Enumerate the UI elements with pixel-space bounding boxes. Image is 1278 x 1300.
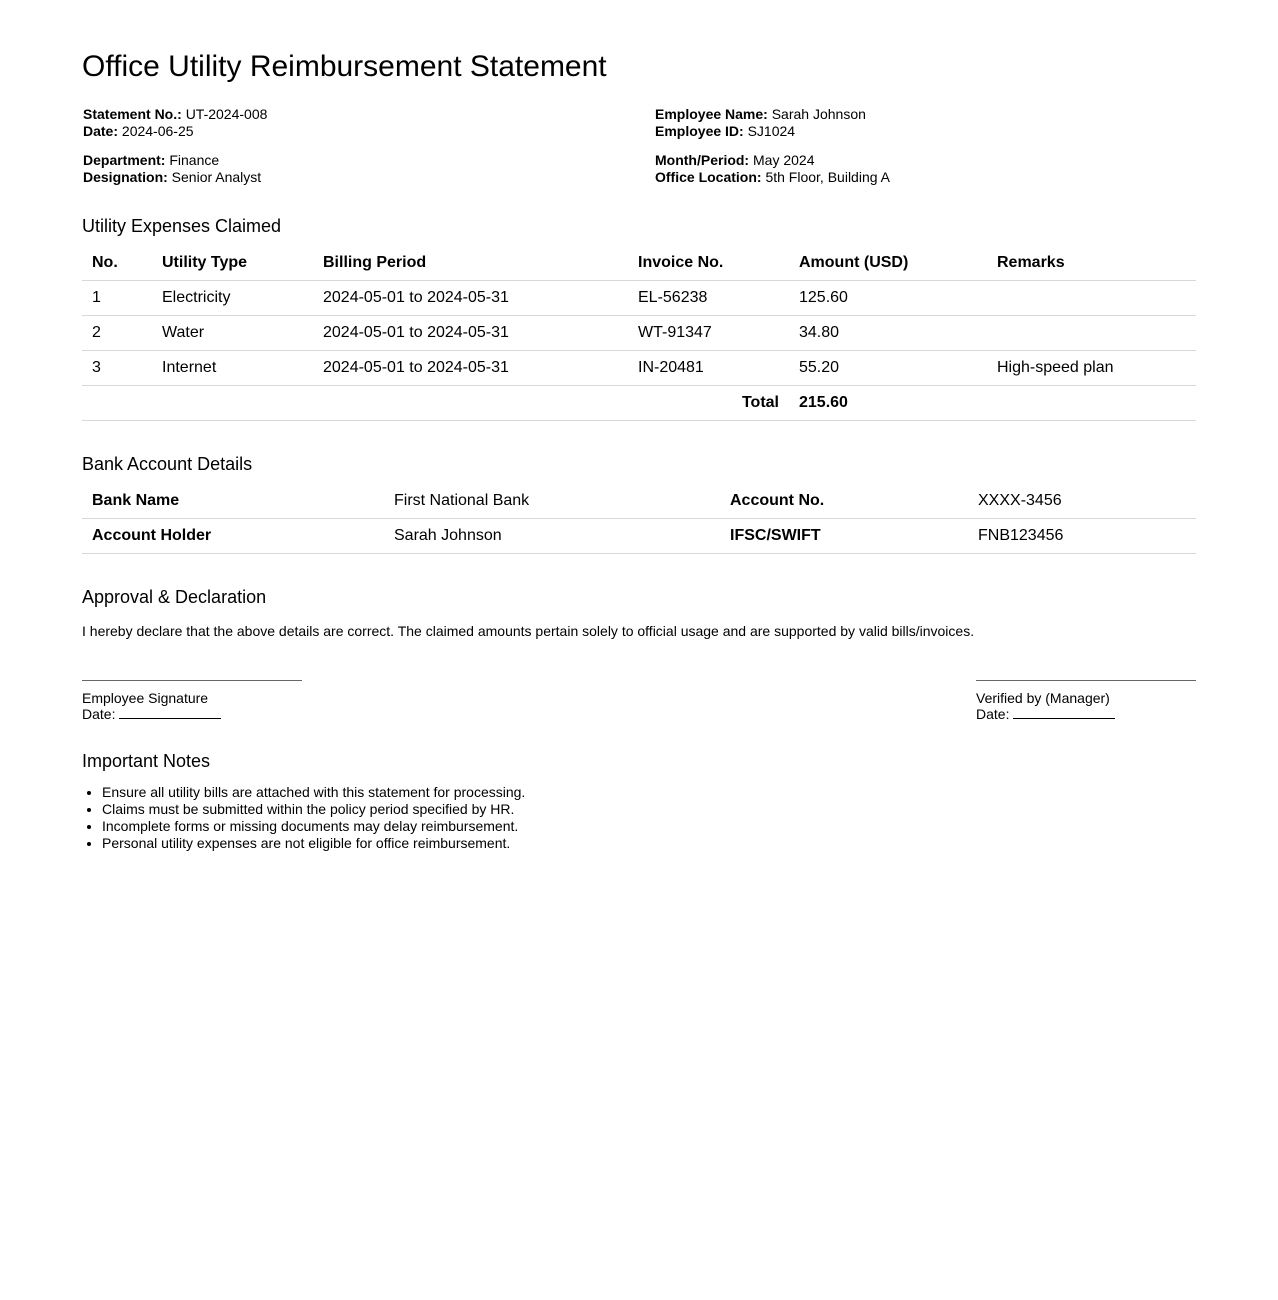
expenses-table	[82, 246, 1196, 421]
holder-label: Account Holder	[82, 519, 384, 554]
department-value: Finance	[169, 152, 220, 168]
row-period: 2024-05-01 to 2024-05-31	[313, 316, 628, 351]
total-value: 215.60	[789, 386, 987, 421]
account-no-value: XXXX-3456	[968, 484, 1196, 519]
col-invoice-no: Invoice No.	[628, 246, 789, 281]
employee-id-value: SJ1024	[747, 123, 796, 139]
list-item: • Personal utility expenses are not eligible for office reimbursement.	[102, 835, 525, 852]
date-label: Date:	[83, 123, 119, 139]
employee-date-label: Date:	[82, 706, 116, 722]
page-title: Office Utility Reimbursement Statement	[82, 50, 607, 83]
employee-id-label: Employee ID:	[655, 123, 744, 139]
employee-signature-label: Employee Signature	[82, 690, 209, 706]
list-item: • Ensure all utility bills are attached with this statement for processing.	[102, 784, 525, 801]
notes-heading: Important Notes	[82, 751, 211, 771]
meta-left-group-1	[83, 106, 267, 140]
bank-heading: Bank Account Details	[82, 454, 253, 474]
manager-signature-block	[976, 680, 1196, 722]
row-period: 2024-05-01 to 2024-05-31	[313, 281, 628, 316]
row-remarks	[987, 281, 1196, 316]
swift-value: FNB123456	[968, 519, 1196, 554]
statement-no-value: UT-2024-008	[185, 106, 268, 122]
row-amount: 34.80	[789, 316, 987, 351]
row-period: 2024-05-01 to 2024-05-31	[313, 351, 628, 386]
row-amount: 55.20	[789, 351, 987, 386]
designation-label: Designation:	[83, 169, 168, 185]
meta-right-group-2	[655, 152, 890, 186]
row-invoice: WT-91347	[628, 316, 789, 351]
row-no: 3	[82, 351, 152, 386]
total-remarks-empty	[987, 386, 1196, 421]
row-invoice: IN-20481	[628, 351, 789, 386]
row-no: 2	[82, 316, 152, 351]
total-label: Total	[82, 386, 789, 421]
employee-date-line	[119, 706, 221, 719]
location-value: 5th Floor, Building A	[765, 169, 890, 185]
department-label: Department:	[83, 152, 166, 168]
row-amount: 125.60	[789, 281, 987, 316]
employee-signature-block	[82, 680, 302, 722]
row-remarks: High-speed plan	[987, 351, 1196, 386]
row-type: Water	[152, 316, 313, 351]
expenses-heading: Utility Expenses Claimed	[82, 216, 282, 236]
total-row	[82, 386, 1196, 421]
bank-table	[82, 484, 1196, 554]
location-label: Office Location:	[655, 169, 762, 185]
row-invoice: EL-56238	[628, 281, 789, 316]
col-remarks: Remarks	[987, 246, 1196, 281]
employee-signature-line	[82, 680, 302, 681]
table-row	[82, 351, 1196, 386]
manager-signature-line	[976, 680, 1196, 681]
bank-name-value: First National Bank	[384, 484, 720, 519]
meta-left-group-2	[83, 152, 261, 186]
bank-row	[82, 519, 1196, 554]
col-no: No.	[82, 246, 152, 281]
list-item: • Claims must be submitted within the policy period specified by HR.	[102, 801, 525, 818]
bank-row	[82, 484, 1196, 519]
swift-label: IFSC/SWIFT	[720, 519, 968, 554]
row-type: Internet	[152, 351, 313, 386]
manager-date-line	[1013, 706, 1115, 719]
col-amount: Amount (USD)	[789, 246, 987, 281]
statement-no-label: Statement No.:	[83, 106, 182, 122]
notes-list	[82, 784, 525, 852]
list-item: • Incomplete forms or missing documents may delay reimbursement.	[102, 818, 525, 835]
employee-name-label: Employee Name:	[655, 106, 768, 122]
row-type: Electricity	[152, 281, 313, 316]
expenses-header-row	[82, 246, 1196, 281]
manager-signature-label: Verified by (Manager)	[976, 690, 1110, 706]
table-row	[82, 281, 1196, 316]
bank-name-label: Bank Name	[82, 484, 384, 519]
row-remarks	[987, 316, 1196, 351]
table-row	[82, 316, 1196, 351]
holder-value: Sarah Johnson	[384, 519, 720, 554]
designation-value: Senior Analyst	[171, 169, 262, 185]
declaration-text: I hereby declare that the above details are correct. The claimed amounts pertain solely to official usage and are supported by valid bills/invoices.	[82, 623, 975, 639]
approval-heading: Approval & Declaration	[82, 587, 267, 607]
col-billing-period: Billing Period	[313, 246, 628, 281]
col-utility-type: Utility Type	[152, 246, 313, 281]
row-no: 1	[82, 281, 152, 316]
manager-date-label: Date:	[976, 706, 1010, 722]
meta-right-group-1	[655, 106, 866, 140]
account-no-label: Account No.	[720, 484, 968, 519]
employee-name-value: Sarah Johnson	[771, 106, 866, 122]
date-value: 2024-06-25	[121, 123, 194, 139]
period-label: Month/Period:	[655, 152, 750, 168]
period-value: May 2024	[753, 152, 815, 168]
